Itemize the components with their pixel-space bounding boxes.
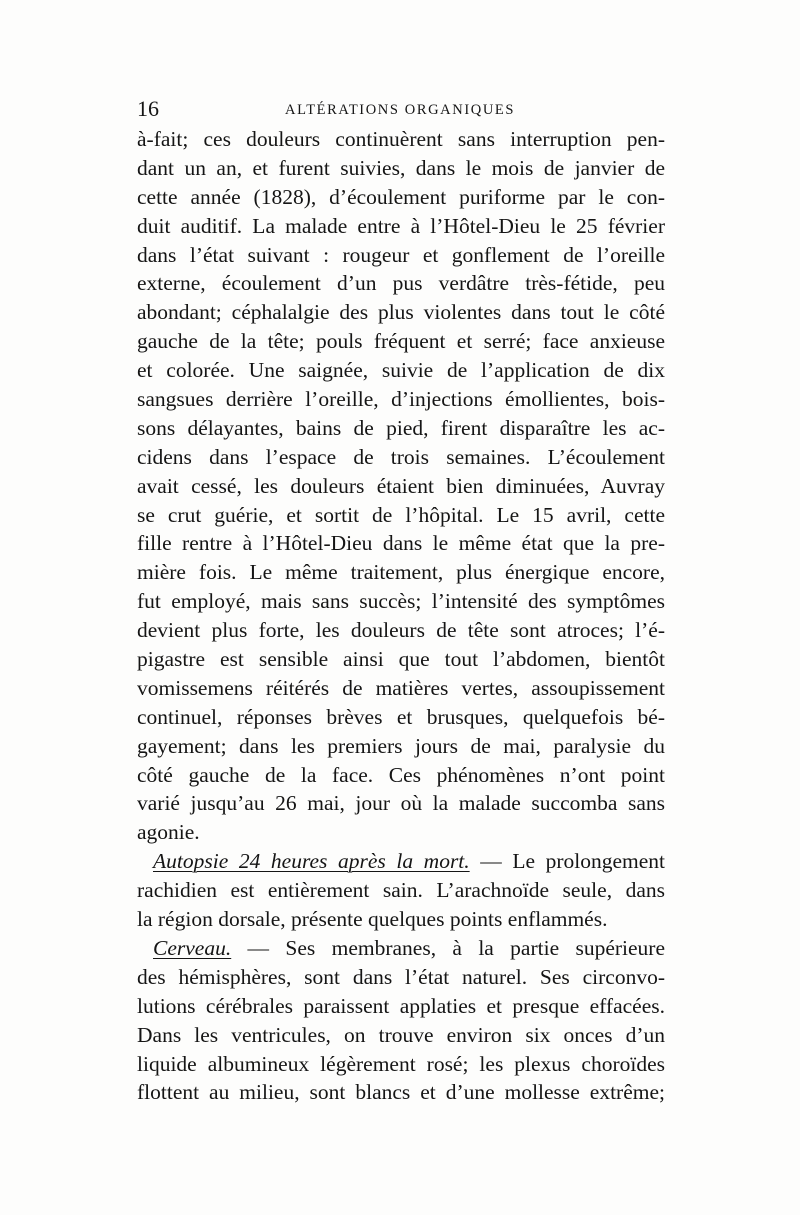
text-line: sangsues derrière l’oreille, d’injections émollientes, bois- (137, 387, 665, 412)
cerveau-line (137, 934, 665, 963)
text-line: flottent au milieu, sont blancs et d’une mollesse extrême; (137, 1080, 665, 1105)
autopsy-heading: Autopsie 24 heures après la mort. (153, 849, 470, 874)
text-line: mière fois. Le même traitement, plus énergique encore, (137, 560, 665, 585)
text-line: pigastre est sensible ainsi que tout l’abdomen, bientôt (137, 647, 665, 672)
autopsy-line (137, 847, 665, 876)
text-line: côté gauche de la face. Ces phénomènes n’ont point (137, 762, 665, 787)
text-line: Dans les ventricules, on trouve environ six onces d’un (137, 1022, 665, 1047)
text-line: dans l’état suivant : rougeur et gonflement de l’oreille (137, 242, 665, 267)
running-header (137, 96, 665, 122)
cerveau-heading: Cerveau. (153, 935, 232, 960)
text-line: duit auditif. La malade entre à l’Hôtel-Dieu le 25 février (137, 213, 665, 238)
text-line: gauche de la tête; pouls fréquent et serré; face anxieuse (137, 329, 665, 354)
text-line: liquide albumineux légèrement rosé; les plexus choroïdes (137, 1051, 665, 1076)
text-line: des hémisphères, sont dans l’état naturel. Ses circonvo- (137, 964, 665, 989)
text-line: fille rentre à l’Hôtel-Dieu dans le même état que la pre- (137, 531, 665, 556)
autopsy-text: — Le prolongement (469, 849, 665, 874)
text-line: devient plus forte, les douleurs de tête sont atroces; l’é- (137, 618, 665, 643)
text-line: la région dorsale, présente quelques points enflammés. (137, 907, 608, 932)
text-line: sons délayantes, bains de pied, firent disparaître les ac- (137, 415, 665, 440)
text-line: continuel, réponses brèves et brusques, quelquefois bé- (137, 704, 665, 729)
text-line: abondant; céphalalgie des plus violentes dans tout le côté (137, 300, 665, 325)
text-line: dant un an, et furent suivies, dans le mois de janvier de (137, 155, 665, 180)
text-line: cidens dans l’espace de trois semaines. L’écoulement (137, 444, 665, 469)
page-number: 16 (137, 96, 159, 121)
text-line: rachidien est entièrement sain. L’arachnoïde seule, dans (137, 878, 665, 903)
text-line: fut employé, mais sans succès; l’intensité des symptômes (137, 589, 665, 614)
text-line: à-fait; ces douleurs continuèrent sans interruption pen- (137, 127, 665, 151)
cerveau-text: — Ses membranes, à la partie supérieure (231, 935, 665, 960)
text-line: varié jusqu’au 26 mai, jour où la malade succomba sans (137, 791, 665, 816)
text-line: cette année (1828), d’écoulement puriforme par le con- (137, 184, 665, 209)
text-line: et colorée. Une saignée, suivie de l’application de dix (137, 358, 665, 383)
text-line: vomissemens réitérés de matières vertes, assoupissement (137, 675, 665, 700)
running-title: ALTÉRATIONS ORGANIQUES (285, 102, 516, 118)
text-line: se crut guérie, et sortit de l’hôpital. Le 15 avril, cette (137, 502, 665, 527)
body-text (137, 125, 665, 1107)
text-line: lutions cérébrales paraissent applaties et presque effacées. (137, 993, 665, 1018)
text-line: agonie. (137, 820, 200, 845)
text-line: gayement; dans les premiers jours de mai, paralysie du (137, 733, 665, 758)
text-line: avait cessé, les douleurs étaient bien diminuées, Auvray (137, 473, 665, 498)
text-line: externe, écoulement d’un pus verdâtre très-fétide, peu (137, 271, 665, 296)
